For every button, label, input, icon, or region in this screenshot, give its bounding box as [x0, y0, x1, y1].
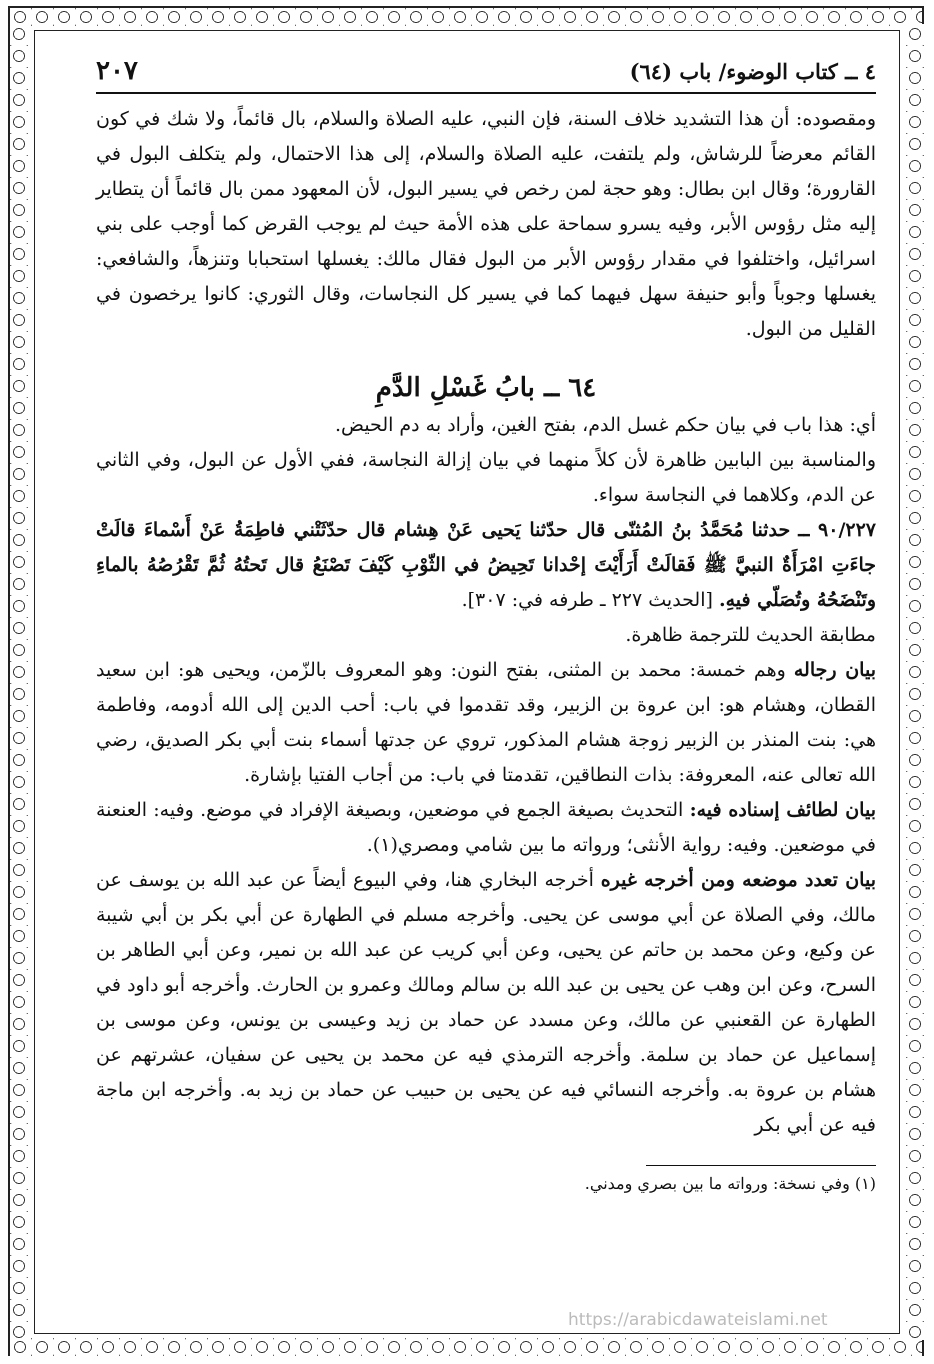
intro-paragraph: ومقصوده: أن هذا التشديد خلاف السنة، فإن النبي، عليه الصلاة والسلام، بال قائماً، ولا شك في كون القائم معرضاً للرشاش، ولم يلتفت، عليه الصلاة والسلام، إلى هذا الاحتمال، ولم يتكلف البول في القارورة؛ وقال ابن بطال: وهو حجة لمن رخص في يسير البول، لأن المعهود ممن بال قائماً أن يتطاير إليه مثل رؤوس الأبر، وفيه يسرو سماحة على هذه الأمة حيث لم يوجب القرض كما أوجب على بني اسرائيل، واختلفوا في مقدار رؤوس الأبر من البول فقال مالك: يغسلها استحبابا وتنزهاً، والشافعي: يغسلها وجوباً وأبو حنيفة سهل فيهما كما في يسير كل النجاسات، وقال الثوري: كانوا يرخصون في القليل من البول. — [96, 108, 876, 340]
commentary-paragraph — [96, 793, 876, 863]
running-header — [96, 56, 876, 94]
hadith-reference: [الحديث ٢٢٧ ـ طرفه في: ٣٠٧]. — [461, 589, 713, 611]
footnote: (١) وفي نسخة: ورواته ما بين بصري ومدني. — [584, 1174, 876, 1193]
hadith-lead: حدثنا — [751, 519, 791, 541]
decorative-border-left — [10, 24, 28, 1340]
commentary-text: أخرجه البخاري هنا، وفي البيوع أيضاً عن عبد الله بن يوسف عن مالك، وفي الصلاة عن أبي موسى عن يحيى. وأخرجه مسلم في الطهارة عن أبي بكر بن أبي شيبة عن وكيع، وعن محمد بن حاتم عن يحيى، وعن أبي كريب عن عبد الله بن نمير، وعن أبي الطاهر بن السرح، وعن ابن وهب عن يحيى بن عبد الله بن سالم ومالك وعمرو بن الحارث. وأخرجه أبو داود في الطهارة عن القعنبي عن مالك، وعن مسدد عن حماد بن زيد وعيسى بن يونس، وعن موسى بن إسماعيل عن حماد بن سلمة. وأخرجه الترمذي فيه عن محمد بن يحيى عن سفيان، عشرتهم عن هشام بن عروة به. وأخرجه النسائي فيه عن يحيى بن حبيب عن حماد بن زيد به. وأخرجه ابن ماجة فيه عن أبي بكر — [96, 869, 876, 1136]
page-number: ٢٠٧ — [96, 56, 138, 86]
chapter-paragraph: أي: هذا باب في بيان حكم غسل الدم، بفتح الغين، وأراد به دم الحيض. — [335, 414, 876, 436]
header-title: ٤ ــ كتاب الوضوء/ باب (٦٤) — [629, 59, 876, 84]
commentary-lead: بيان تعدد موضعه ومن أخرجه غيره — [600, 869, 876, 891]
commentary-lead: بيان رجاله — [793, 659, 876, 681]
commentary-paragraph — [96, 618, 876, 653]
commentary-text: وهم خمسة: محمد بن المثنى، بفتح النون: وهو المعروف بالزّمن، ويحيى هو: ابن سعيد القطان، وهشام هو: ابن عروة بن الزبير، وقد تقدموا في باب: أحب الدين إلى الله أدومه، وفاطمة هي: بنت المنذر بن الزبير زوجة هشام المذكور، تروي عن جدتها أسماء بنت أبي بكر الصديق، رضي الله تعالى عنه، المعروفة: بذات النطاقين، تقدمتا في باب: من أجاب الفتيا بإشارة. — [96, 659, 876, 786]
commentary-text: مطابقة الحديث للترجمة ظاهرة. — [625, 624, 876, 646]
decorative-border-top — [10, 8, 922, 26]
commentary-text: التحديث بصيغة الجمع في موضعين، وبصيغة الإفراد في موضع. وفيه: العنعنة في موضعين. وفيه: رواية الأنثى؛ ورواته ما بين شامي ومصري(١). — [96, 799, 876, 856]
chapter-title: ٦٤ ــ بابُ غَسْلِ الدَّمِ — [375, 373, 597, 403]
watermark-url: https://arabicdawateislami.net — [568, 1310, 828, 1330]
chapter-paragraph: والمناسبة بين البابين ظاهرة لأن كلاً منهما في بيان إزالة النجاسة، ففي الأول عن البول، وفي الثاني عن الدم، وكلاهما في النجاسة سواء. — [96, 449, 876, 506]
body-text — [96, 102, 876, 1201]
page-content — [96, 56, 876, 1316]
decorative-border-bottom — [10, 1338, 922, 1356]
commentary-paragraph — [96, 653, 876, 793]
commentary-lead: بيان لطائف إسناده فيه: — [689, 799, 876, 821]
commentary-paragraph — [96, 863, 876, 1143]
decorative-border-right — [906, 24, 924, 1340]
hadith-text: مُحَمَّدُ بنُ المُثنّى قال حدّثنا يَحيى عَنْ هِشام قال حدّثَتْني فاطِمَةُ عَنْ أَسْماءَ قالَتْ جاءَتِ امْرَأَةٌ النبيَّ ﷺ فَقالَتْ أَرَأَيْتَ إحْدانا تَحِيضُ في الثّوْبِ كَيْفَ تَصْنَعُ قال تَحتُهُ ثُمَّ تَقْرُصُهُ بالماءِ وتَنْضَحُهُ وتُصَلّي فيهِ. — [96, 519, 876, 611]
hadith-paragraph — [96, 513, 876, 618]
hadith-number: ٩٠/٢٢٧ ــ — [798, 519, 876, 541]
